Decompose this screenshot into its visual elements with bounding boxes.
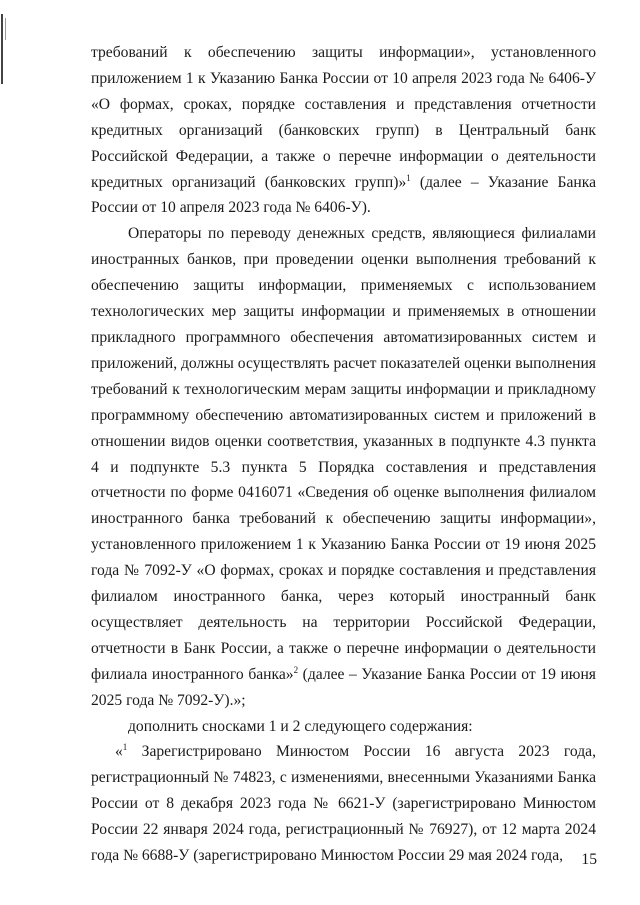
paragraph-3: дополнить сносками 1 и 2 следующего содержания: — [128, 717, 473, 735]
left-margin-tick — [5, 18, 6, 40]
footnote-1-text — [91, 739, 596, 869]
paragraph-2-text: Операторы по переводу денежных средств, являющиеся филиалами иностранных банков, при проведении оценки выполнения требований к обеспечению защиты информации, применяемых с использованием технологических мер защиты информации и применяемых в отношении прикладного программного обеспечения автоматизированных систем и приложений, должны осуществлять расчет показателей оценки выполнения требований к технологическим мерам защиты информации и прикладному программному обеспечению автоматизированных систем и приложений в отношении видов оценки соответствия, указанных в подпункте 4.3 пункта 4 и подпункте 5.3 пункта 5 Порядка составления и представления отчетности по форме 0416071 «Сведения об оценке выполнения филиалом иностранного банка требований к обеспечению защиты информации», установленного приложением 1 к Указанию Банка России от 19 июня 2025 года № 7092-У «О формах, сроках и порядке составления и представления филиалом иностранного банка, через который иностранный банк осуществляет деятельность на территории Российской Федерации, отчетности в Банк России, а также о перечне информации о деятельности филиала иностранного банка» — [91, 225, 596, 683]
paragraph-1-text: требований к обеспечению защиты информации», установленного приложением 1 к Указанию Банка России от 10 апреля 2023 года № 6406-У «О формах, сроках, порядке составления и представления отчетности кредитных организаций (банковских групп) в Центральный банк Российской Федерации, а также о перечне информации о деятельности кредитных организаций (банковских групп)» — [91, 44, 596, 191]
paragraph-1-tail: (далее – Указание Банка России от 10 апреля 2023 года № 6406-У). — [91, 173, 596, 217]
footnote-1-marker: 1 — [122, 742, 128, 753]
page-number: 15 — [581, 851, 597, 868]
footnote-1-body: Зарегистрировано Минюстом России 16 августа 2023 года, регистрационный № 74823, с изменениями, внесенными Указаниями Банка России от 8 декабря 2023 года № 6621-У (зарегистрировано Минюстом России 22 января 2024 года, регистрационный № 76927), от 12 марта 2024 года № 6688-У (зарегистрировано Минюстом России 29 мая 2024 года, — [91, 743, 596, 865]
paragraph-2 — [91, 221, 596, 713]
paragraph-2-tail: (далее – Указание Банка России от 19 июня 2025 года № 7092-У).»; — [91, 665, 596, 709]
footnote-open-quote: « — [115, 743, 123, 761]
paragraph-1 — [91, 40, 596, 221]
footnote-ref-1: 1 — [406, 172, 411, 183]
left-margin-bar — [1, 14, 3, 84]
document-body — [91, 40, 596, 869]
footnote-ref-2: 2 — [293, 664, 299, 675]
